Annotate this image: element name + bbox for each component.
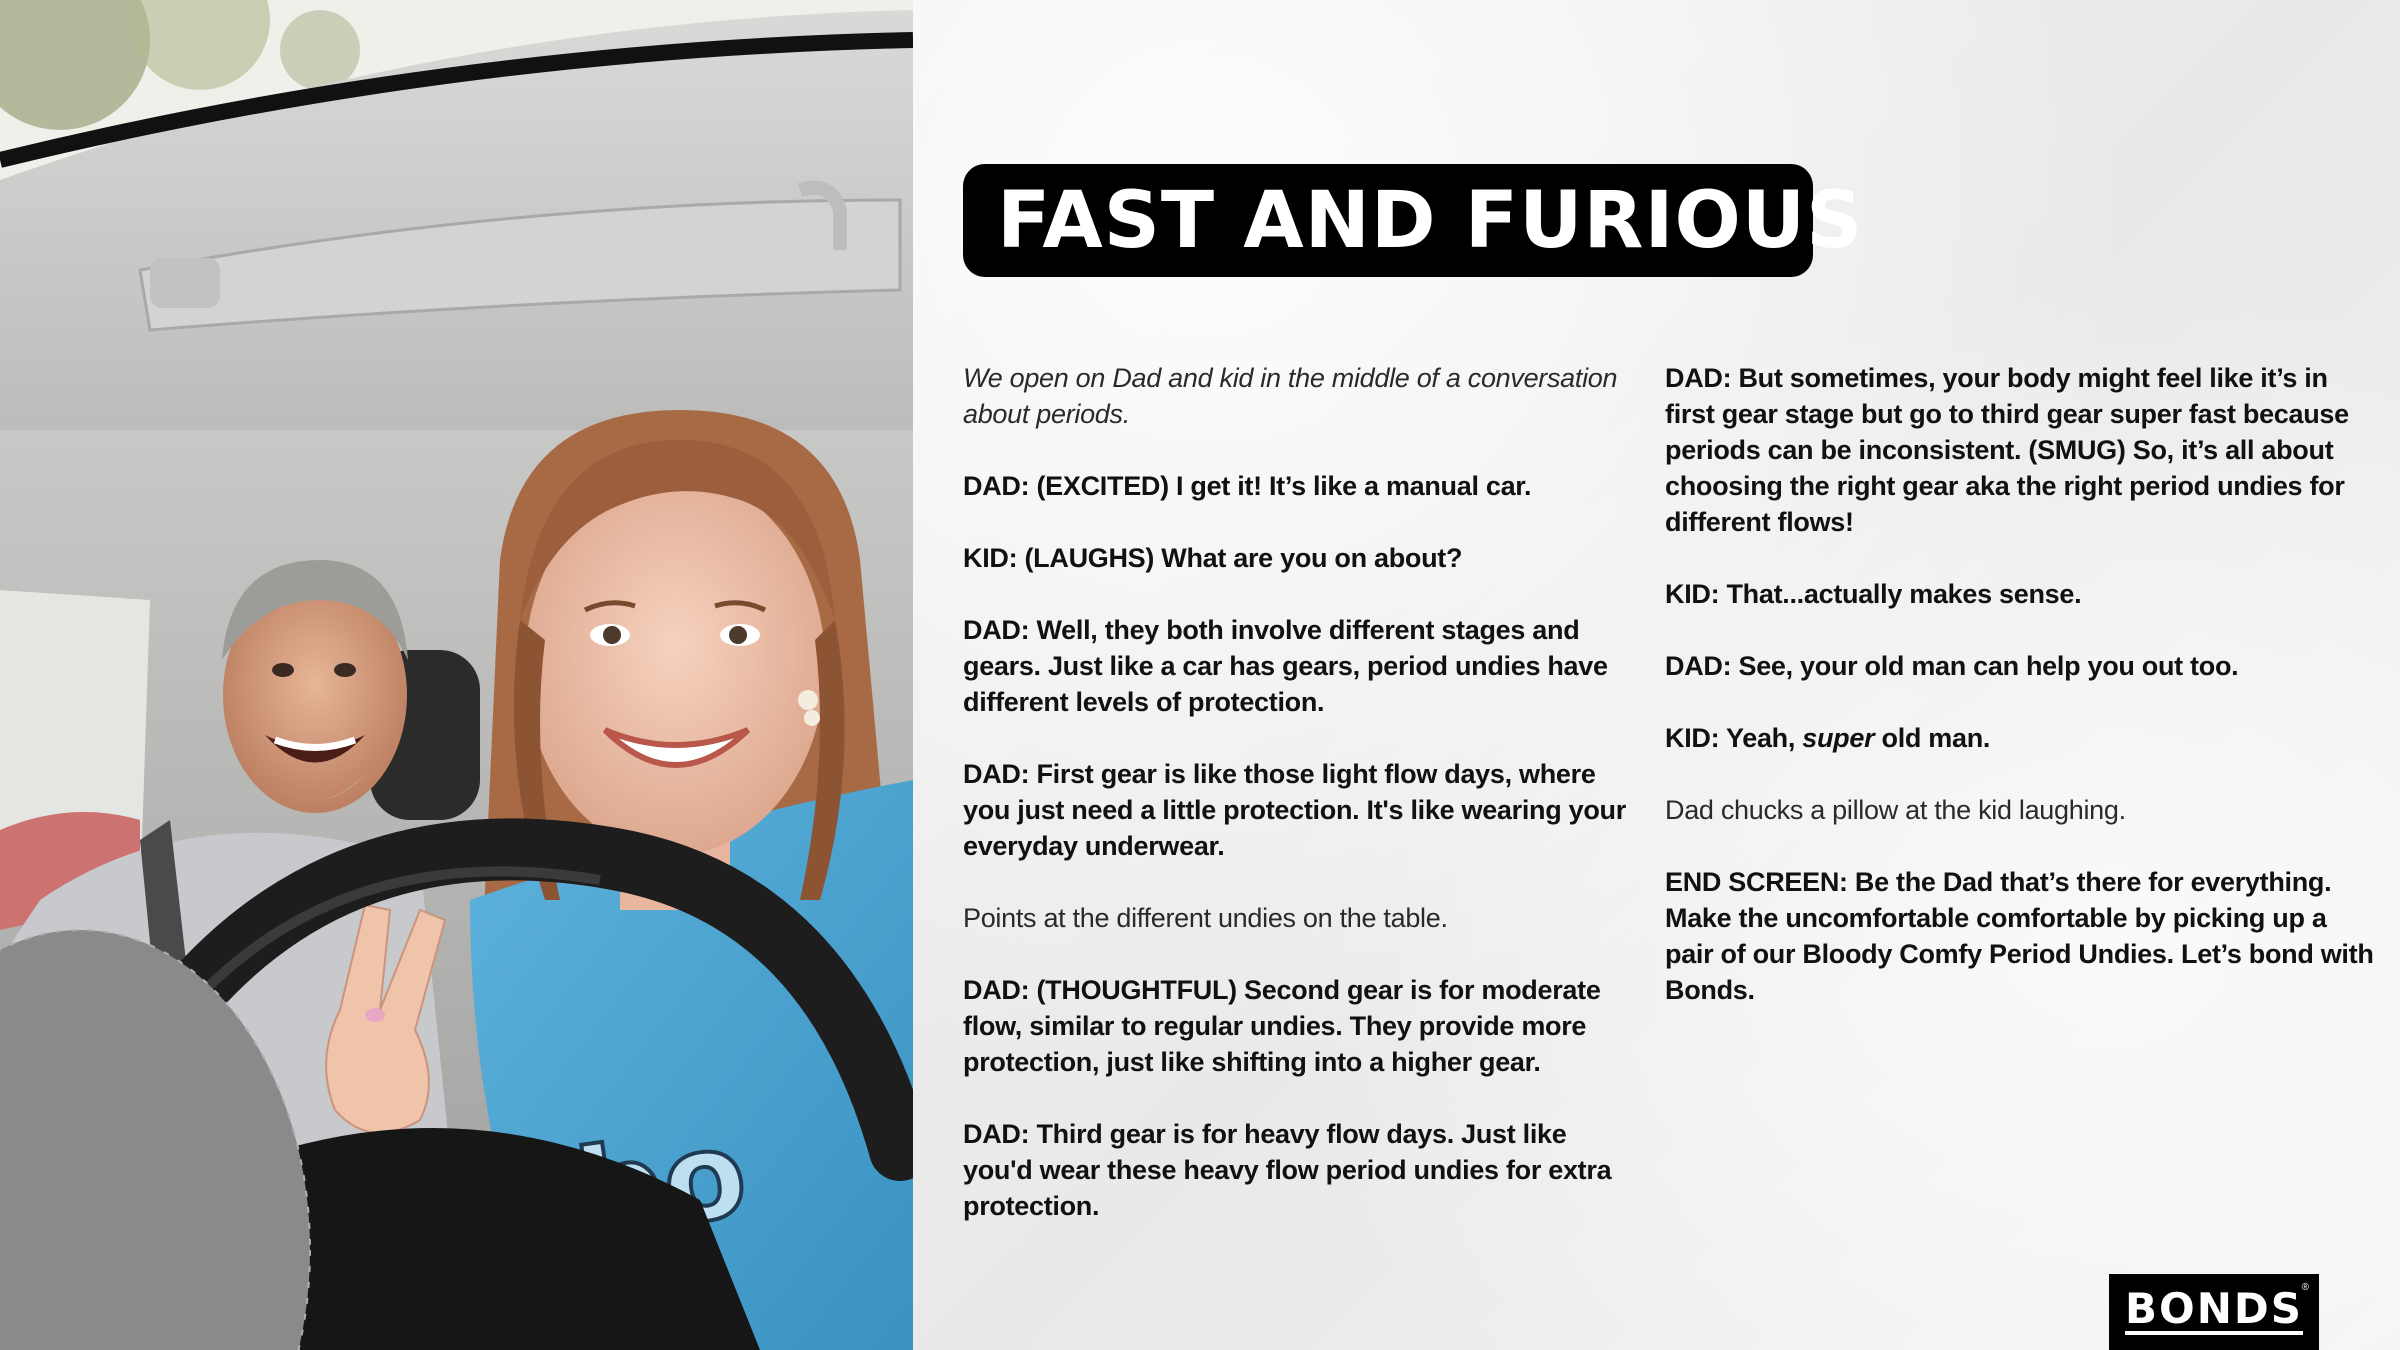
script-panel bbox=[913, 0, 2400, 1350]
script-column-right bbox=[1665, 360, 2380, 1044]
dialogue-line: DAD: (THOUGHTFUL) Second gear is for moderate flow, similar to regular undies. They provide more protection, just like shifting into a higher gear. bbox=[963, 975, 1601, 1077]
end-screen-line: END SCREEN: Be the Dad that’s there for everything. Make the uncomfortable comfortable by picking up a pair of our Bloody Comfy Period Undies. Let’s bond with Bonds. bbox=[1665, 867, 2374, 1005]
stage-direction: Points at the different undies on the table. bbox=[963, 903, 1448, 933]
dialogue-line: DAD: See, your old man can help you out too. bbox=[1665, 651, 2239, 681]
bonds-logo bbox=[2109, 1274, 2319, 1350]
dialogue-line: DAD: First gear is like those light flow days, where you just need a little protection. It's like wearing your everyday underwear. bbox=[963, 759, 1626, 861]
dialogue-post: old man. bbox=[1874, 723, 1991, 753]
dialogue-line: KID: That...actually makes sense. bbox=[1665, 579, 2082, 609]
logo-text: BONDS bbox=[2125, 1284, 2303, 1333]
dialogue-line bbox=[1665, 720, 2380, 756]
dialogue-line: DAD: Third gear is for heavy flow days. Just like you'd wear these heavy flow period undies for extra protection. bbox=[963, 1119, 1612, 1221]
dialogue-pre: KID: Yeah, bbox=[1665, 723, 1803, 753]
registered-mark: ® bbox=[2301, 1282, 2309, 1293]
script-column-left bbox=[963, 360, 1643, 1260]
car-selfie-photo bbox=[0, 0, 913, 1350]
stage-direction: We open on Dad and kid in the middle of a conversation about periods. bbox=[963, 363, 1618, 429]
dialogue-line: DAD: Well, they both involve different stages and gears. Just like a car has gears, period undies have different levels of protection. bbox=[963, 615, 1608, 717]
title-box bbox=[963, 164, 1864, 277]
stage-direction: Dad chucks a pillow at the kid laughing. bbox=[1665, 795, 2126, 825]
page-title: FAST AND FURIOUS bbox=[997, 175, 1864, 266]
dialogue-emphasis: super bbox=[1802, 723, 1875, 753]
dialogue-line: DAD: (EXCITED) I get it! It’s like a manual car. bbox=[963, 471, 1532, 501]
dialogue-line: DAD: But sometimes, your body might feel like it’s in first gear stage but go to third gear super fast because periods can be inconsistent. (SMUG) So, it’s all about choosing the right gear aka the right period undies for different flows! bbox=[1665, 363, 2349, 537]
dialogue-line: KID: (LAUGHS) What are you on about? bbox=[963, 543, 1463, 573]
